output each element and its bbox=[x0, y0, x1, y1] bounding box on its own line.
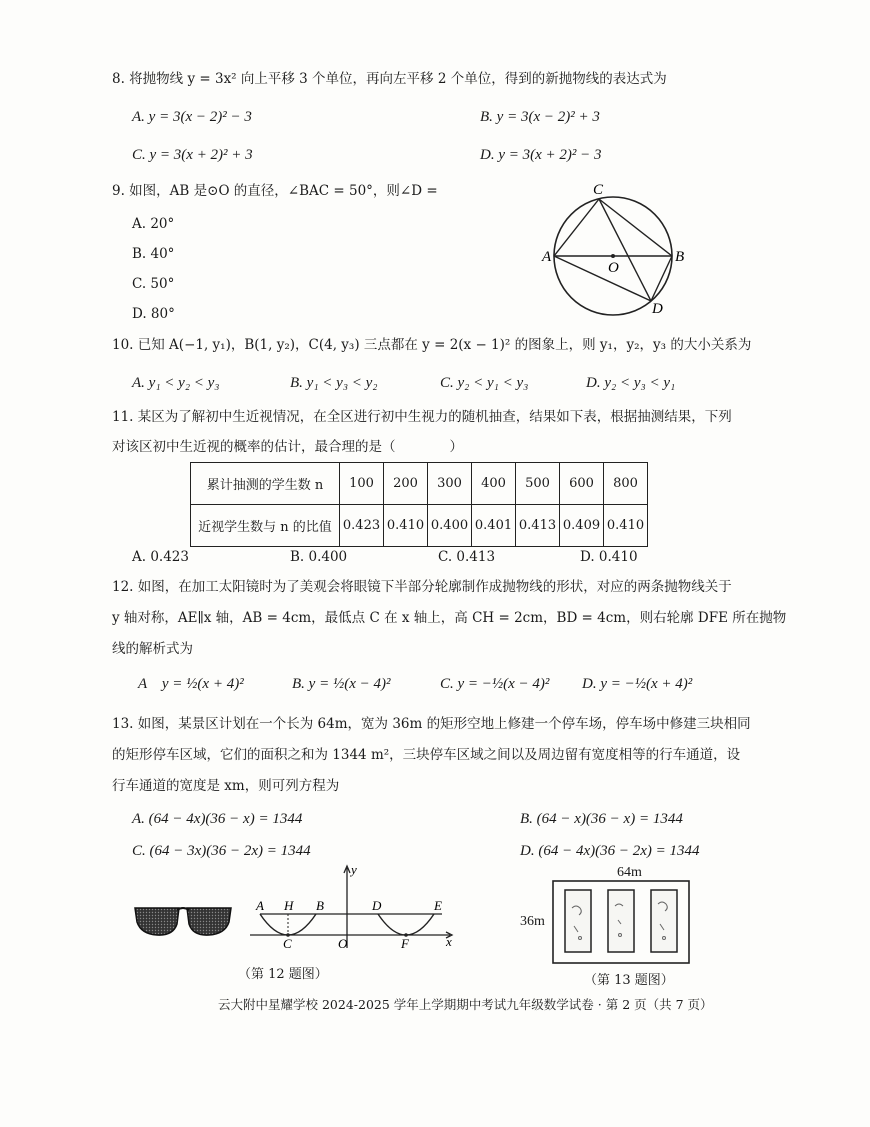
table-cell: 0.410 bbox=[384, 505, 428, 547]
q9-label-d: D bbox=[652, 301, 663, 317]
q8-option-b: B. y = 3(x − 2)² + 3 bbox=[480, 109, 600, 125]
q9-circle-figure bbox=[535, 180, 695, 320]
q9-stem: 9. 如图，AB 是⊙O 的直径，∠BAC = 50°，则∠D = bbox=[112, 183, 438, 199]
q11-option-b: B. 0.400 bbox=[290, 549, 348, 565]
table-cell: 100 bbox=[340, 463, 384, 505]
q12-label-h: H bbox=[284, 898, 294, 913]
table-cell: 500 bbox=[516, 463, 560, 505]
table-cell: 0.413 bbox=[516, 505, 560, 547]
q11-option-a: A. 0.423 bbox=[132, 549, 189, 565]
q10-option-a: A. y₁ < y₂ < y₃ bbox=[132, 375, 220, 391]
table-cell: 0.410 bbox=[604, 505, 648, 547]
q10-option-b: B. y₁ < y₃ < y₂ bbox=[290, 375, 378, 391]
q12-line-1: 12. 如图，在加工太阳镜时为了美观会将眼镜下半部分轮廓制作成抛物线的形状，对应的两条抛物线关于 bbox=[112, 579, 732, 595]
q12-label-e: E bbox=[434, 898, 442, 913]
table-cell: 200 bbox=[384, 463, 428, 505]
q9-option-b: B. 40° bbox=[132, 246, 175, 262]
q12-label-f: F bbox=[401, 936, 409, 951]
table-cell: 0.423 bbox=[340, 505, 384, 547]
q12-label-x: x bbox=[446, 934, 452, 949]
q13-line-1: 13. 如图，某景区计划在一个长为 64m，宽为 36m 的矩形空地上修建一个停车场，停车场中修建三块相同 bbox=[112, 716, 751, 732]
q9-label-b: B bbox=[675, 249, 685, 265]
q12-line-2: y 轴对称，AE∥x 轴，AB = 4cm，最低点 C 在 x 轴上，高 CH = 2cm，BD = 4cm，则右轮廓 DFE 所在抛物 bbox=[112, 610, 787, 626]
q11-line-2: 对该区初中生近视的概率的估计，最合理的是（ ） bbox=[112, 439, 463, 455]
table-cell: 800 bbox=[604, 463, 648, 505]
q13-option-d: D. (64 − 4x)(36 − 2x) = 1344 bbox=[520, 843, 700, 859]
table-cell: 400 bbox=[472, 463, 516, 505]
q12-label-o: O bbox=[338, 936, 348, 951]
q9-option-d: D. 80° bbox=[132, 306, 175, 322]
sunglasses-illustration bbox=[133, 902, 233, 942]
table-row bbox=[191, 505, 648, 547]
q13-option-a: A. (64 − 4x)(36 − x) = 1344 bbox=[132, 811, 303, 827]
q8-stem: 8. 将抛物线 y = 3x² 向上平移 3 个单位，再向左平移 2 个单位，得到的新抛物线的表达式为 bbox=[112, 71, 667, 87]
table-header-cell: 近视学生数与 n 的比值 bbox=[191, 505, 340, 547]
q12-label-b: B bbox=[316, 898, 324, 913]
q12-option-a: A y = ½(x + 4)² bbox=[138, 676, 244, 692]
q11-option-d: D. 0.410 bbox=[580, 549, 638, 565]
q12-label-y: y bbox=[351, 862, 357, 877]
q8-option-a: A. y = 3(x − 2)² − 3 bbox=[132, 109, 252, 125]
q13-width-label: 36m bbox=[520, 914, 545, 929]
q12-label-a: A bbox=[256, 898, 264, 913]
q12-option-b: B. y = ½(x − 4)² bbox=[292, 676, 391, 692]
q10-option-d: D. y₂ < y₃ < y₁ bbox=[586, 375, 676, 391]
q12-parabola-figure bbox=[250, 860, 460, 950]
q9-option-a: A. 20° bbox=[132, 216, 175, 232]
q11-line-1: 11. 某区为了解初中生近视情况，在全区进行初中生视力的随机抽查，结果如下表，根据抽测结果，下列 bbox=[112, 409, 732, 425]
q13-option-b: B. (64 − x)(36 − x) = 1344 bbox=[520, 811, 683, 827]
table-cell: 0.401 bbox=[472, 505, 516, 547]
q9-label-c: C bbox=[593, 182, 604, 198]
q9-label-o: O bbox=[608, 260, 619, 276]
q12-option-d: D. y = −½(x + 4)² bbox=[582, 676, 693, 692]
table-cell: 300 bbox=[428, 463, 472, 505]
q11-option-c: C. 0.413 bbox=[438, 549, 496, 565]
q13-figure-caption: （第 13 题图） bbox=[584, 973, 674, 988]
table-row bbox=[191, 463, 648, 505]
q12-figure-caption: （第 12 题图） bbox=[238, 967, 328, 982]
q13-length-label: 64m bbox=[617, 865, 642, 880]
q10-stem: 10. 已知 A(−1, y₁)，B(1, y₂)，C(4, y₃) 三点都在 y = 2(x − 1)² 的图象上，则 y₁，y₂，y₃ 的大小关系为 bbox=[112, 337, 752, 353]
page-footer: 云大附中星耀学校 2024-2025 学年上学期期中考试九年级数学试卷 · 第 2 页（共 7 页） bbox=[218, 997, 713, 1012]
q13-option-c: C. (64 − 3x)(36 − 2x) = 1344 bbox=[132, 843, 311, 859]
table-cell: 0.409 bbox=[560, 505, 604, 547]
q13-line-2: 的矩形停车区域，它们的面积之和为 1344 m²，三块停车区域之间以及周边留有宽度相等的行车通道，设 bbox=[112, 747, 741, 763]
q9-option-c: C. 50° bbox=[132, 276, 175, 292]
q8-option-d: D. y = 3(x + 2)² − 3 bbox=[480, 147, 602, 163]
q13-line-3: 行车通道的宽度是 xm，则可列方程为 bbox=[112, 778, 340, 794]
q12-label-d: D bbox=[372, 898, 382, 913]
table-header-cell: 累计抽测的学生数 n bbox=[191, 463, 340, 505]
q9-label-a: A bbox=[542, 249, 552, 265]
q11-data-table bbox=[190, 462, 648, 547]
q10-option-c: C. y₂ < y₁ < y₃ bbox=[440, 375, 529, 391]
q12-line-3: 线的解析式为 bbox=[112, 641, 193, 657]
q8-option-c: C. y = 3(x + 2)² + 3 bbox=[132, 147, 253, 163]
q13-parking-figure bbox=[552, 880, 692, 966]
q12-label-c: C bbox=[283, 936, 292, 951]
table-cell: 600 bbox=[560, 463, 604, 505]
q12-option-c: C. y = −½(x − 4)² bbox=[440, 676, 550, 692]
table-cell: 0.400 bbox=[428, 505, 472, 547]
